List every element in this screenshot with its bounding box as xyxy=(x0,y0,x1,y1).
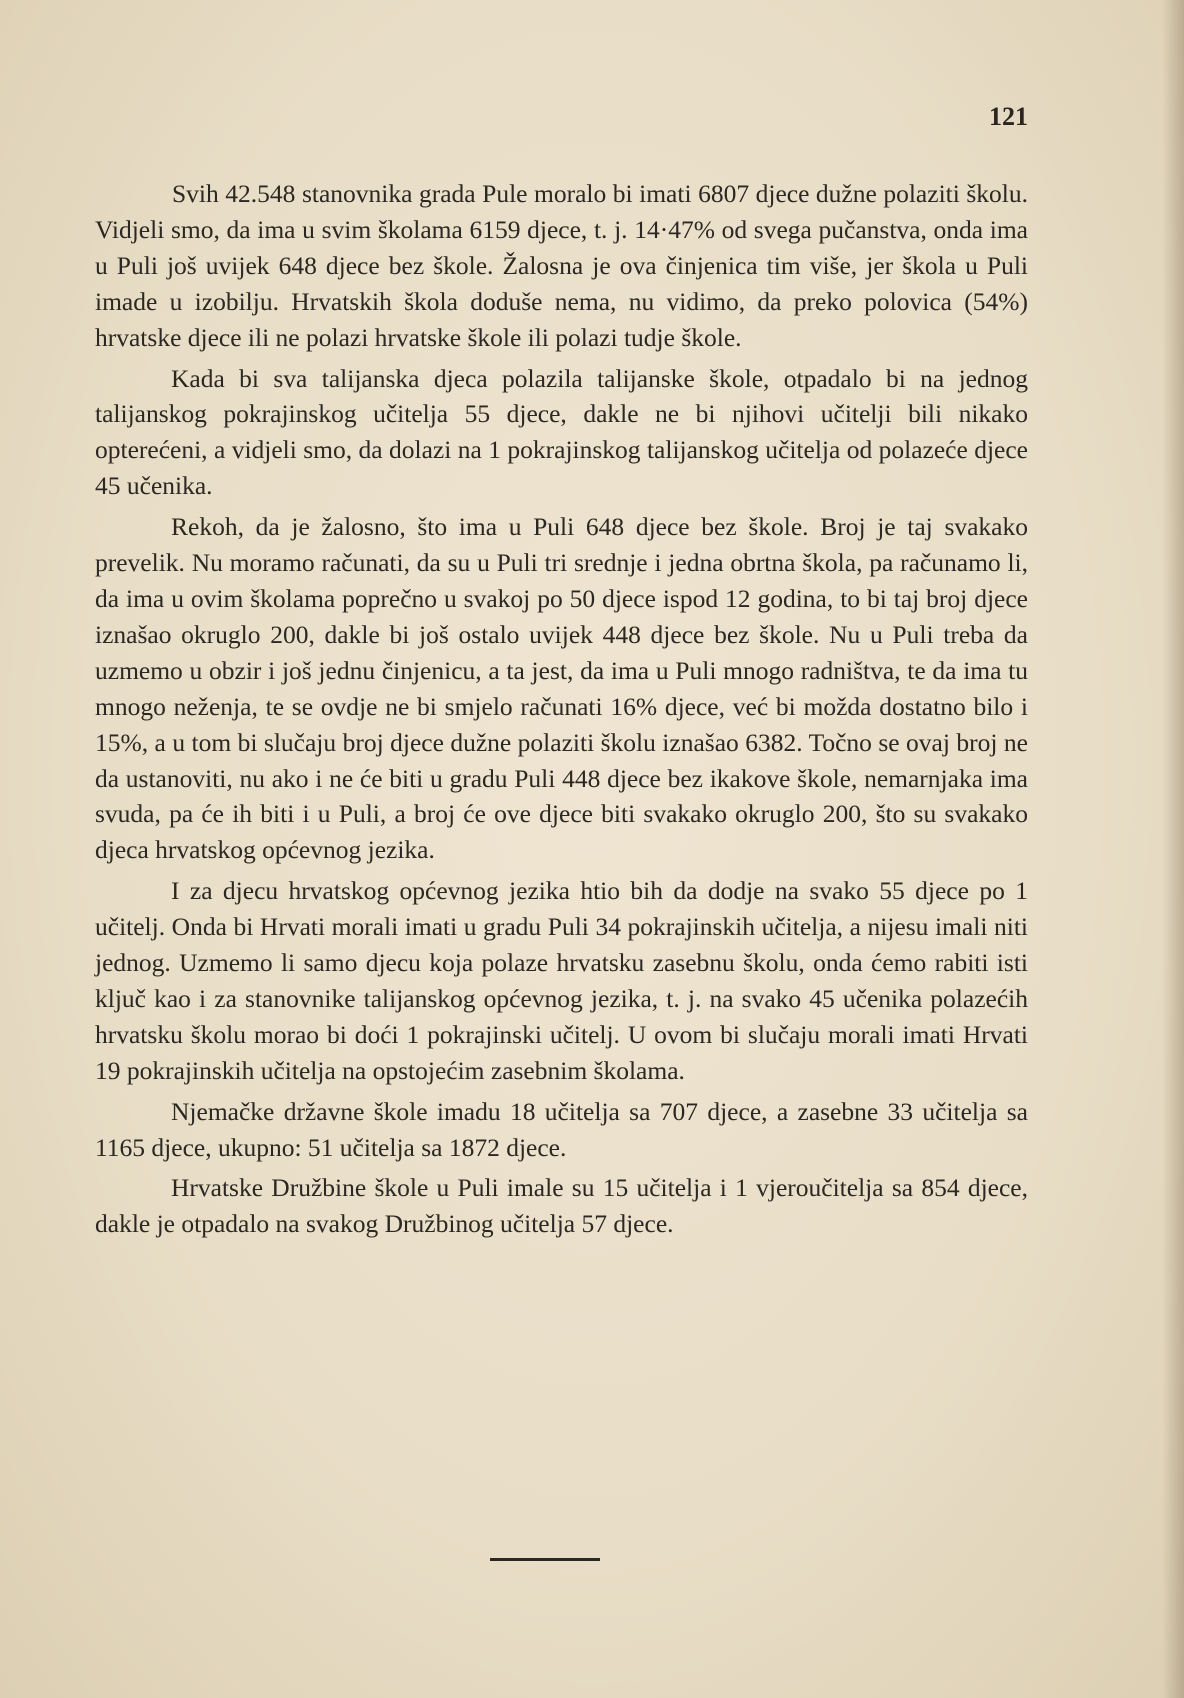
paragraph: I za djecu hrvatskog općevnog jezika htio bih da dodje na svako 55 djece po 1 učitelj. Onda bi Hrvati morali imati u gradu Puli 34 pokrajinskih učitelja, a nijesu imali niti jednog. Uzmemo li samo djecu koja polaze hrvatsku zasebnu školu, onda ćemo rabiti isti ključ kao i za stanovnike talijanskog općevnog jezika, t. j. na svako 45 učenika polazećih hrvatsku školu morao bi doći 1 pokrajinski učitelj. U ovom bi slučaju morali imati Hrvati 19 pokrajinskih učitelja na opstojećim zasebnim školama. xyxy=(95,876,1028,1085)
page-number: 121 xyxy=(989,102,1028,131)
paragraph: Kada bi sva talijanska djeca polazila talijanske škole, otpadalo bi na jednog talijanskog pokrajinskog učitelja 55 djece, dakle ne bi njihovi učitelji bili nikako opterećeni, a vidjeli smo, da dolazi na 1 pokrajinskog talijanskog učitelja od polazeće djece 45 učenika. xyxy=(95,363,1028,501)
paragraph: Rekoh, da je žalosno, što ima u Puli 648 djece bez škole. Broj je taj svakako prevelik. Nu moramo računati, da su u Puli tri srednje i jedna obrtna škola, pa računamo li, da ima u ovim školama poprečno u svakoj po 50 djece ispod 12 godina, to bi taj broj djece iznašao okruglo 200, dakle bi još ostalo uvijek 448 djece bez škole. Nu u Puli treba da uzmemo u obzir i još jednu činjenicu, a ta jest, da ima u Puli mnogo radništva, te da ima tu mnogo neženja, te se ovdje ne bi smjelo računati 16% djece, već bi možda dostatno bilo i 15%, a u tom bi slučaju broj djece dužne polaziti školu iznašao 6382. Točno se ovaj broj ne da ustanoviti, nu ako i ne će biti u gradu Puli 448 djece bez ikakove škole, nemarnjaka ima svuda, pa će ih biti i u Puli, a broj će ove djece biti svakako okruglo 200, što su svakako djeca hrvatskog općevnog jezika. xyxy=(95,512,1028,865)
paragraph: Svih 42.548 stanovnika grada Pule moralo bi imati 6807 djece dužne polaziti školu. Vidjeli smo, da ima u svim školama 6159 djece, t. j. 14·47% od svega pučanstva, onda ima u Puli još uvijek 648 djece bez škole. Žalosna je ova činjenica tim više, jer škola u Puli imade u izobilju. Hrvatskih škola doduše nema, nu vidimo, da preko polovica (54%) hrvatske djece ili ne polazi hrvatske škole ili polazi tudje škole. xyxy=(95,179,1028,352)
paragraph: Hrvatske Družbine škole u Puli imale su 15 učitelja i 1 vjeroučitelja sa 854 djece, dakle je otpadalo na svakog Družbinog učitelja 57 djece. xyxy=(95,1173,1028,1239)
section-end-rule xyxy=(490,1558,600,1561)
paragraph: Njemačke državne škole imadu 18 učitelja sa 707 djece, a zasebne 33 učitelja sa 1165 djece, ukupno: 51 učitelja sa 1872 djece. xyxy=(95,1096,1028,1162)
page-edge-shadow xyxy=(1162,0,1184,1698)
body-text xyxy=(95,176,1028,1247)
